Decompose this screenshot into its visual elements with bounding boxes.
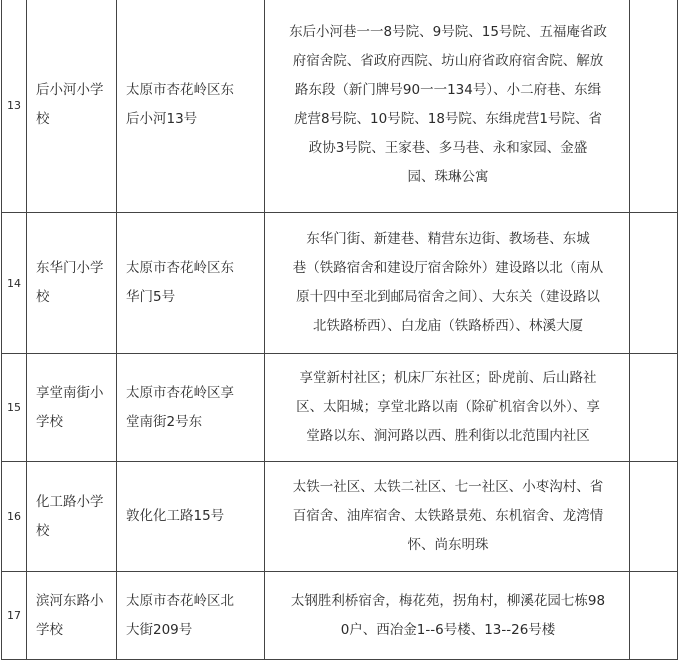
- row-number: [2, 0, 27, 213]
- school-name-line: 东华门小学: [36, 260, 104, 276]
- school-address-line: 太原市杏花岭区享: [126, 384, 234, 401]
- school-name-line: 享堂南街小: [36, 384, 104, 401]
- school-name-line: 校: [36, 111, 50, 127]
- enrollment-area-line: 路东段（新门牌号90一一134号）、小二府巷、东缉: [294, 82, 602, 98]
- enrollment-area-line: 府宿舍院、省政府西院、坊山府省政府宿舍院、解放: [292, 53, 604, 69]
- school-address: [117, 462, 265, 572]
- enrollment-area-line: 东华门街、新建巷、精营东边街、教场巷、东城: [306, 231, 590, 247]
- school-address-line: 后小河13号: [126, 111, 198, 127]
- table-body: [2, 0, 678, 660]
- school-address-line: 大街209号: [126, 621, 193, 638]
- table-row: [2, 213, 678, 354]
- school-name: [27, 354, 117, 462]
- school-address-line: 堂南街2号东: [126, 413, 203, 430]
- school-name: [27, 0, 117, 213]
- row-number: [2, 213, 27, 354]
- enrollment-area: [265, 354, 630, 462]
- enrollment-area-line: 原十四中至北到邮局宿舍之间）、大东关（建设路以: [296, 289, 600, 305]
- school-address-line: 华门5号: [126, 289, 176, 305]
- enrollment-area-line: 太铁一社区、太铁二社区、七一社区、小枣沟村、省: [292, 479, 604, 495]
- enrollment-area-line: 区、太阳城；享堂北路以南（除矿机宿舍以外）、享: [296, 399, 600, 415]
- enrollment-area-line: 百宿舍、油库宿舍、太铁路景苑、东机宿舍、龙湾情: [292, 508, 604, 524]
- extra-cell: [630, 462, 678, 572]
- table-row: [2, 462, 678, 572]
- enrollment-area: [265, 0, 630, 213]
- enrollment-area-line: 享堂新村社区；机床厂东社区；卧虎前、后山路社: [299, 370, 597, 386]
- row-number: [2, 462, 27, 572]
- row-number-text: 16: [7, 510, 21, 523]
- enrollment-area-line: 怀、尚东明珠: [407, 537, 489, 553]
- enrollment-area: [265, 572, 630, 660]
- enrollment-area: [265, 213, 630, 354]
- school-address: [117, 572, 265, 660]
- school-name-line: 化工路小学: [36, 493, 104, 510]
- extra-cell: [630, 354, 678, 462]
- table-row: [2, 572, 678, 660]
- school-name-line: 学校: [36, 413, 63, 430]
- row-number-text: 13: [7, 98, 21, 112]
- enrollment-area-line: 政协3号院、王家巷、多马巷、永和家园、金盛: [308, 140, 588, 156]
- school-address-line: 太原市杏花岭区东: [126, 260, 234, 276]
- table-row: [2, 0, 678, 213]
- school-address-line: 太原市杏花岭区北: [126, 592, 234, 609]
- table-row: [2, 354, 678, 462]
- school-name-line: 后小河小学: [36, 82, 104, 98]
- school-name-line: 滨河东路小: [36, 592, 104, 609]
- school-address-line: 太原市杏花岭区东: [126, 82, 234, 98]
- school-address: [117, 354, 265, 462]
- enrollment-area-line: 北铁路桥西）、白龙庙（铁路桥西）、林溪大厦: [313, 318, 583, 334]
- row-number: [2, 354, 27, 462]
- enrollment-area-line: 虎营8号院、10号院、18号院、东缉虎营1号院、省: [293, 111, 603, 127]
- row-number: [2, 572, 27, 660]
- row-number-text: 14: [7, 276, 21, 290]
- school-name-line: 校: [36, 289, 50, 305]
- extra-cell: [630, 0, 678, 213]
- school-name-line: 校: [36, 522, 50, 539]
- enrollment-area-line: 太钢胜利桥宿舍，梅花苑，拐角村，柳溪花园七栋98: [290, 592, 606, 609]
- enrollment-area-line: 巷（铁路宿舍和建设厅宿舍除外）建设路以北（南从: [292, 260, 604, 276]
- school-name-line: 学校: [36, 621, 63, 638]
- enrollment-area-line: 0户、西冶金1--6号楼、13--26号楼: [340, 621, 556, 638]
- school-district-table: [1, 0, 678, 660]
- school-name: [27, 213, 117, 354]
- school-name: [27, 572, 117, 660]
- extra-cell: [630, 213, 678, 354]
- school-address: [117, 213, 265, 354]
- row-number-text: 15: [7, 401, 21, 414]
- enrollment-area-line: 堂路以东、涧河路以西、胜利街以北范围内社区: [306, 428, 590, 444]
- school-address-line: 敦化化工路15号: [126, 508, 225, 524]
- extra-cell: [630, 572, 678, 660]
- school-address: [117, 0, 265, 213]
- school-name: [27, 462, 117, 572]
- enrollment-area-line: 园、珠琳公寓: [407, 169, 489, 185]
- enrollment-area: [265, 462, 630, 572]
- row-number-text: 17: [7, 609, 21, 622]
- enrollment-area-line: 东后小河巷一一8号院、9号院、15号院、五福庵省政: [289, 24, 607, 40]
